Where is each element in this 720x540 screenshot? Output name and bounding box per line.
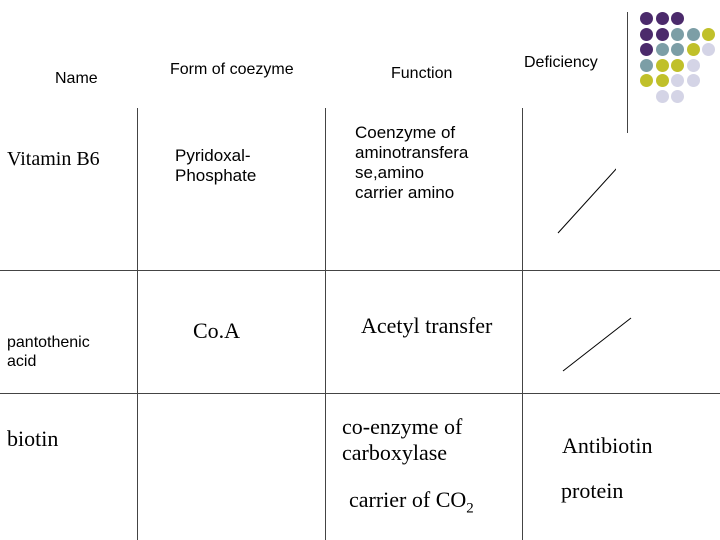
- decorative-dot: [702, 43, 715, 56]
- decorative-dot: [687, 43, 700, 56]
- row3-deficiency-line1: Antibiotin: [562, 433, 653, 458]
- decorative-dot: [640, 12, 653, 25]
- row2-form: Co.A: [193, 318, 241, 343]
- table-divider-v2: [325, 108, 326, 540]
- decorative-dot: [640, 28, 653, 41]
- row1-form: Pyridoxal- Phosphate: [175, 146, 257, 186]
- row3-function-line1: co-enzyme of carboxylase: [342, 414, 463, 465]
- row3-function-subscript: 2: [466, 500, 474, 517]
- header-name: Name: [55, 70, 98, 87]
- row3-name: biotin: [7, 426, 59, 451]
- row1-deficiency-none-mark: [556, 166, 616, 236]
- decorative-dot: [671, 74, 684, 87]
- decorative-dot: [702, 28, 715, 41]
- decorative-dot: [640, 43, 653, 56]
- decorative-dot: [671, 90, 684, 103]
- table-divider-h2: [0, 393, 720, 394]
- row2-function: Acetyl transfer: [361, 313, 493, 338]
- row3-function-line2: [349, 487, 474, 518]
- decorative-dot: [687, 28, 700, 41]
- row2-name: pantothenic acid: [7, 334, 90, 370]
- table-divider-v3: [522, 108, 523, 540]
- decorative-dot: [687, 74, 700, 87]
- header-function: Function: [391, 65, 453, 82]
- decorative-dot: [671, 28, 684, 41]
- row3-deficiency-line2: protein: [561, 478, 624, 503]
- decorative-dot: [671, 59, 684, 72]
- row1-function: Coenzyme of aminotransfera se,amino carrier amino: [355, 123, 469, 203]
- decorative-dot: [656, 12, 669, 25]
- table-divider-v1: [137, 108, 138, 540]
- header-form-of-coenzyme: Form of coezyme: [170, 61, 294, 78]
- row2-deficiency-none-mark: [561, 316, 636, 374]
- decorative-dot-grid: [640, 12, 720, 122]
- decorative-dot: [656, 74, 669, 87]
- decorative-dot: [656, 90, 669, 103]
- table-divider-h1: [0, 270, 720, 271]
- decorative-dot: [640, 74, 653, 87]
- decorative-dot: [656, 28, 669, 41]
- row1-name: Vitamin B6: [7, 148, 100, 170]
- decorative-dot: [656, 59, 669, 72]
- title-accent-line: [627, 12, 628, 133]
- decorative-dot: [671, 43, 684, 56]
- row3-function-line2-text: carrier of CO: [349, 487, 467, 512]
- decorative-dot: [656, 43, 669, 56]
- header-deficiency: Deficiency: [524, 54, 598, 71]
- decorative-dot: [687, 59, 700, 72]
- decorative-dot: [671, 12, 684, 25]
- decorative-dot: [640, 59, 653, 72]
